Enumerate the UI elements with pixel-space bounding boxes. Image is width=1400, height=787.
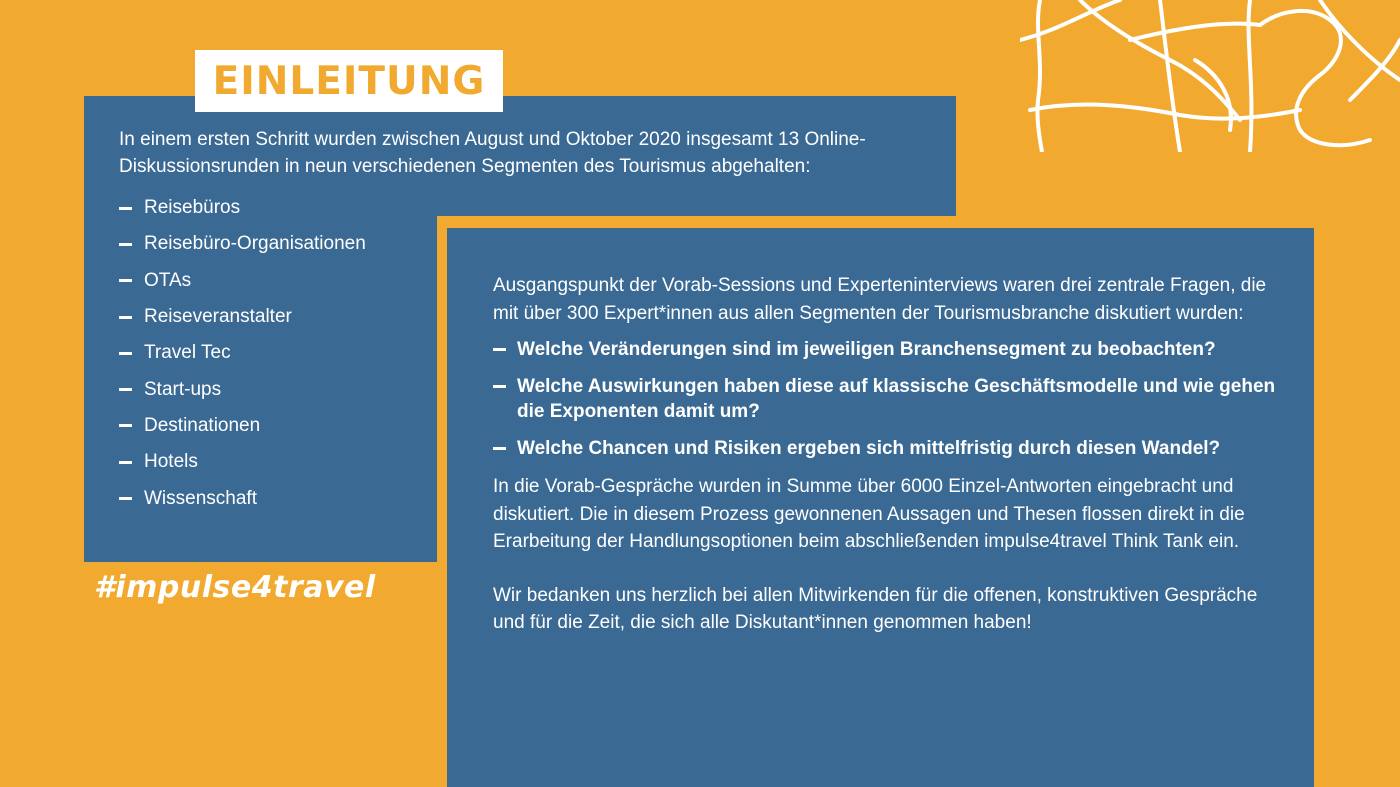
dash-bullet-icon — [119, 316, 132, 319]
list-item: Start-ups — [119, 371, 366, 407]
dash-bullet-icon — [493, 348, 506, 351]
list-item: Reiseveranstalter — [119, 299, 366, 335]
thanks-paragraph: Wir bedanken uns herzlich bei allen Mitwirkenden für die offenen, konstruktiven Gespräche und für die Zeit, die sich alle Diskutant*innen genommen haben! — [493, 584, 1258, 633]
segment-list — [119, 190, 366, 517]
question-list — [493, 337, 1283, 461]
dash-bullet-icon — [119, 279, 132, 282]
lead-paragraph: Ausgangspunkt der Vorab-Sessions und Experteninterviews waren drei zentrale Fragen, die mit über 300 Expert*innen aus allen Segmenten der Tourismusbranche diskutiert wurden: — [493, 275, 1267, 324]
title-box — [195, 50, 503, 112]
dash-bullet-icon — [119, 497, 132, 500]
list-item: Reisebüro-Organisationen — [119, 226, 366, 262]
decorative-scribble-graphic — [1020, 0, 1400, 152]
list-item: Destinationen — [119, 408, 366, 444]
list-item: Reisebüros — [119, 190, 366, 226]
dash-bullet-icon — [119, 352, 132, 355]
dash-bullet-icon — [493, 385, 506, 388]
dash-bullet-icon — [493, 447, 506, 450]
hashtag-logo: #impulse4travel — [94, 570, 376, 605]
dash-bullet-icon — [119, 388, 132, 391]
content-text — [493, 272, 1283, 637]
page-title: EINLEITUNG — [212, 58, 486, 104]
dash-bullet-icon — [119, 207, 132, 210]
question-item: Welche Chancen und Risiken ergeben sich mittelfristig durch diesen Wandel? — [493, 436, 1283, 461]
dash-bullet-icon — [119, 461, 132, 464]
question-item: Welche Auswirkungen haben diese auf klassische Geschäftsmodelle und wie gehen die Exponenten damit um? — [493, 374, 1283, 424]
list-item: Travel Tec — [119, 335, 366, 371]
summary-paragraph: In die Vorab-Gespräche wurden in Summe über 6000 Einzel-Antworten eingebracht und diskutiert. Die in diesem Prozess gewonnenen Aussagen und Thesen flossen direkt in die Erarbeitung der Handlungsoptionen beim abschließenden impulse4travel Think Tank ein. — [493, 476, 1245, 552]
list-item: Hotels — [119, 444, 366, 480]
dash-bullet-icon — [119, 243, 132, 246]
dash-bullet-icon — [119, 424, 132, 427]
list-item: OTAs — [119, 263, 366, 299]
question-item: Welche Veränderungen sind im jeweiligen Branchensegment zu beobachten? — [493, 337, 1283, 362]
list-item: Wissenschaft — [119, 480, 366, 516]
intro-text: In einem ersten Schritt wurden zwischen August und Oktober 2020 insgesamt 13 Online-Diskussionsrunden in neun verschiedenen Segmenten des Tourismus abgehalten: — [119, 129, 866, 177]
